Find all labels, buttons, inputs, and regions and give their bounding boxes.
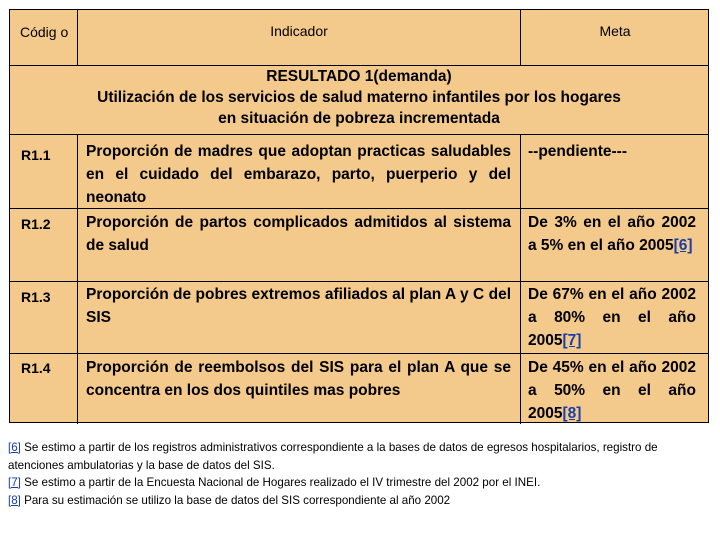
- footnote-text-8: Para su estimación se utilizo la base de datos del SIS correspondiente al año 2002: [20, 493, 451, 507]
- result-line3: en situación de pobreza incrementada: [218, 110, 500, 127]
- row-meta-r14: [528, 356, 696, 425]
- row-indicator-r13: Proporción de pobres extremos afiliados al plan A y C del SIS: [86, 286, 511, 326]
- row-indicator-r12: Proporción de partos complicados admitidos al sistema de salud: [86, 214, 511, 254]
- row-meta-r13: [528, 283, 696, 352]
- row-divider-result: [10, 134, 708, 135]
- ref-link-6[interactable]: [6]: [673, 237, 693, 254]
- row-meta-r11: --pendiente---: [528, 143, 628, 160]
- row-divider-r12: [10, 281, 708, 282]
- indicators-table: [9, 9, 709, 423]
- footnote-ref-8[interactable]: [8]: [8, 493, 21, 507]
- footnote-6: [8, 439, 712, 474]
- footnotes: [8, 439, 712, 509]
- col-divider-meta-body: [520, 135, 521, 424]
- row-divider-r13: [10, 353, 708, 354]
- col-divider-code-body: [77, 135, 78, 424]
- footnote-text-6: Se estimo a partir de los registros administrativos correspondiente a la bases de datos de egresos hospitalarios, registro de atenciones ambulatorias y la base de datos del SIS.: [8, 441, 658, 472]
- footnote-ref-6[interactable]: [6]: [8, 441, 21, 454]
- ref-link-8[interactable]: [8]: [562, 405, 582, 422]
- row-indicator-r14: Proporción de reembolsos del SIS para el plan A que se concentra en los dos quintiles mas pobres: [86, 359, 511, 399]
- footnote-7: [8, 474, 712, 492]
- row-meta-r12: [528, 211, 696, 257]
- meta-text-r13: De 67% en el año 2002 a 80% en el año 2005: [528, 286, 696, 349]
- result-title: RESULTADO 1(demanda): [266, 68, 452, 85]
- meta-text-r12: De 3% en el año 2002 a 5% en el año 2005: [528, 214, 696, 254]
- meta-text-r14: De 45% en el año 2002 a 50% en el año 2005: [528, 359, 696, 422]
- row-code-r12: R1.2: [21, 216, 51, 232]
- footnote-8: [8, 492, 712, 510]
- footnote-ref-7[interactable]: [7]: [8, 476, 21, 489]
- ref-link-7[interactable]: [7]: [562, 332, 582, 349]
- row-code-r11: R1.1: [21, 147, 51, 163]
- footnote-text-7: Se estimo a partir de la Encuesta Nacional de Hogares realizado el IV trimestre del 2002 por el INEI.: [20, 476, 541, 489]
- row-indicator-r11: Proporción de madres que adoptan practicas saludables en el cuidado del embarazo, parto, puerperio y del neonato: [86, 143, 511, 206]
- row-code-r14: R1.4: [21, 360, 51, 376]
- result-line2: Utilización de los servicios de salud materno infantiles por los hogares: [97, 89, 621, 106]
- header-indicador: Indicador: [270, 23, 328, 39]
- header-codigo: Códig o: [20, 24, 69, 40]
- row-code-r13: R1.3: [21, 289, 51, 305]
- header-meta: Meta: [599, 23, 631, 39]
- result-heading: [10, 66, 708, 129]
